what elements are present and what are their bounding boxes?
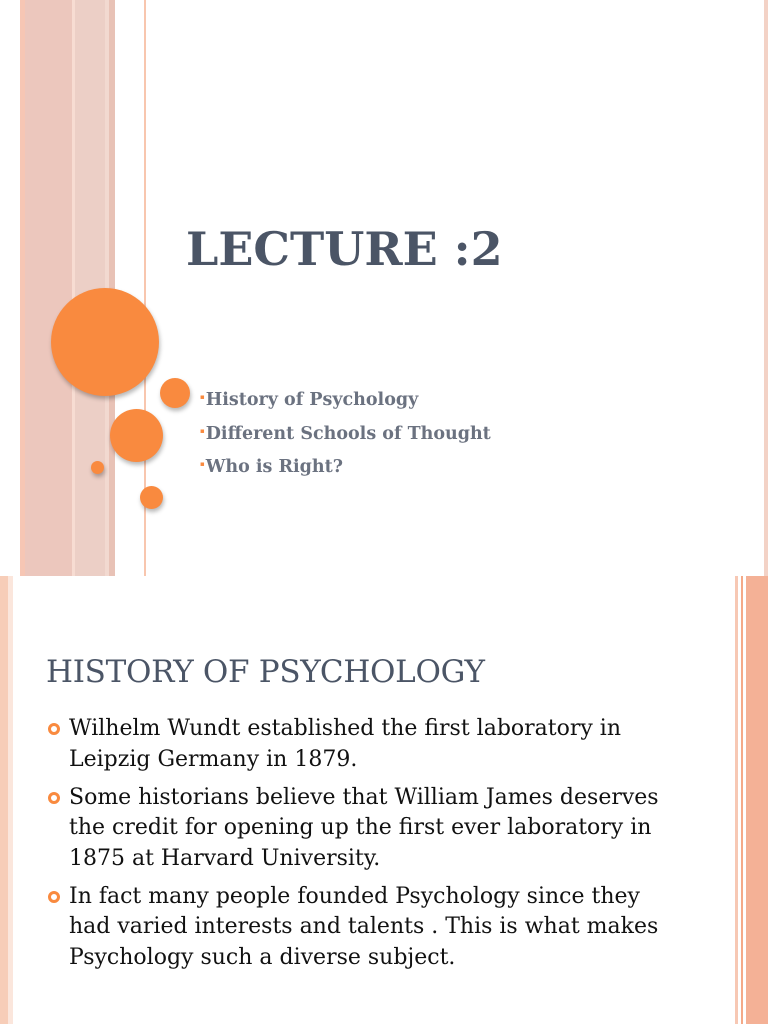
list-item: ▪Who is Right? (200, 457, 343, 477)
list-item: Some historians believe that William James deserves the credit for opening up the first ever laboratory in 1875 at Harvard University. (46, 783, 686, 875)
decorative-circle (110, 409, 163, 462)
stripe-decoration (25, 0, 72, 576)
slide-title: HISTORY OF PSYCHOLOGY (46, 654, 485, 690)
subtitle-list (200, 382, 491, 483)
stripe-decoration (764, 0, 768, 576)
ring-bullet-icon (48, 792, 60, 804)
decorative-circle-small (91, 461, 104, 474)
stripe-decoration (8, 576, 13, 1024)
decorative-circle (160, 378, 190, 408)
stripe-decoration (735, 576, 738, 1024)
list-item: Wilhelm Wundt established the first laboratory in Leipzig Germany in 1879. (46, 714, 686, 775)
bullet-list (46, 714, 686, 981)
content-slide (0, 576, 768, 1024)
decorative-circle (140, 486, 163, 509)
square-bullet-icon: ▪ (200, 392, 205, 401)
stripe-decoration (746, 576, 768, 1024)
list-item: In fact many people founded Psychology since they had varied interests and talents . This is what makes Psychology such a diverse subject. (46, 882, 686, 974)
list-item: ▪Different Schools of Thought (200, 423, 491, 444)
ring-bullet-icon (48, 891, 60, 903)
square-bullet-icon: ▪ (200, 425, 205, 435)
slide-title: LECTURE :2 (186, 222, 503, 276)
square-bullet-icon: ▪ (200, 459, 205, 468)
stripe-decoration (741, 576, 743, 1024)
stripe-decoration (0, 576, 8, 1024)
list-item: ▪History of Psychology (200, 390, 419, 410)
decorative-circle-large (51, 288, 159, 396)
ring-bullet-icon (48, 723, 60, 735)
